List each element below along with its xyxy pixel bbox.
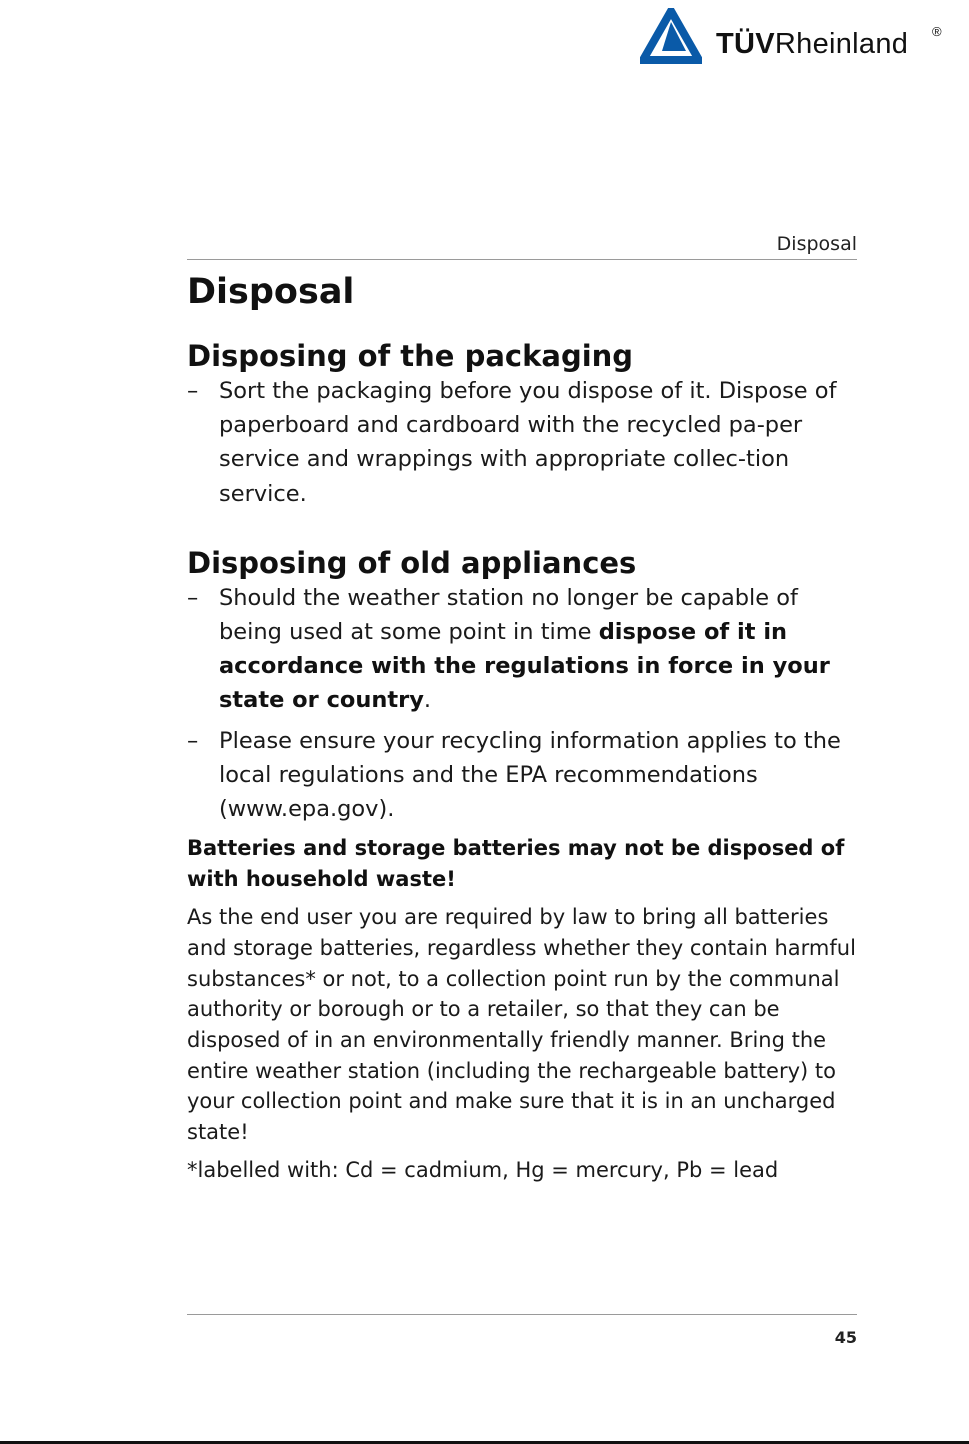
section-heading-packaging: Disposing of the packaging xyxy=(187,339,634,373)
header-divider xyxy=(187,259,857,260)
dash-bullet: – xyxy=(187,378,199,404)
battery-warning: Batteries and storage batteries may not be disposed of with household waste! xyxy=(187,836,845,891)
logo-wordmark xyxy=(716,28,908,60)
tuv-triangle-icon xyxy=(640,8,702,64)
packaging-list xyxy=(187,374,857,511)
list-item xyxy=(187,374,857,511)
tuv-rheinland-logo xyxy=(640,8,950,64)
registered-mark: ® xyxy=(932,24,942,39)
dash-bullet: – xyxy=(187,727,199,754)
page-title: Disposal xyxy=(187,272,355,312)
page-content xyxy=(187,270,857,1185)
running-header: Disposal xyxy=(776,233,857,255)
appliance-instruction-end: . xyxy=(423,687,432,714)
appliance-instruction-text: Should the weather station no longer be capable of being used at some point in time xyxy=(219,584,798,646)
footer-divider xyxy=(187,1314,857,1315)
list-item xyxy=(187,724,857,827)
battery-footnote: *labelled with: Cd = cadmium, Hg = mercury, Pb = lead xyxy=(187,1157,779,1182)
battery-disposal-paragraph: As the end user you are required by law to bring all batteries and storage batteries, regardless whether they contain harmful substances* or not, to a collection point run by the communal authority or borough or to a retailer, so that they can be disposed of in an environmentally friendly manner. Bring the entire weather station (including the rechargeable battery) to your collection point and make sure that it is in an uncharged state! xyxy=(187,905,856,1145)
appliances-list xyxy=(187,581,857,826)
logo-tuv-text: TÜV xyxy=(716,28,775,60)
list-item xyxy=(187,581,857,718)
section-heading-appliances: Disposing of old appliances xyxy=(187,545,637,580)
appliance-instruction-bold: dispose of it in accordance with the regulations in force in your state or country xyxy=(219,619,830,714)
packaging-instruction-text: Sort the packaging before you dispose of it. Dispose of paperboard and cardboard with the recycled pa-per service and wrappings with appropriate collec-tion service. xyxy=(219,378,837,507)
dash-bullet: – xyxy=(187,584,199,611)
recycling-info-text: Please ensure your recycling information applies to the local regulations and the EPA recommendations (www.epa.gov). xyxy=(219,727,841,823)
page-number: 45 xyxy=(834,1328,857,1347)
logo-rheinland-text: Rheinland xyxy=(774,28,909,60)
